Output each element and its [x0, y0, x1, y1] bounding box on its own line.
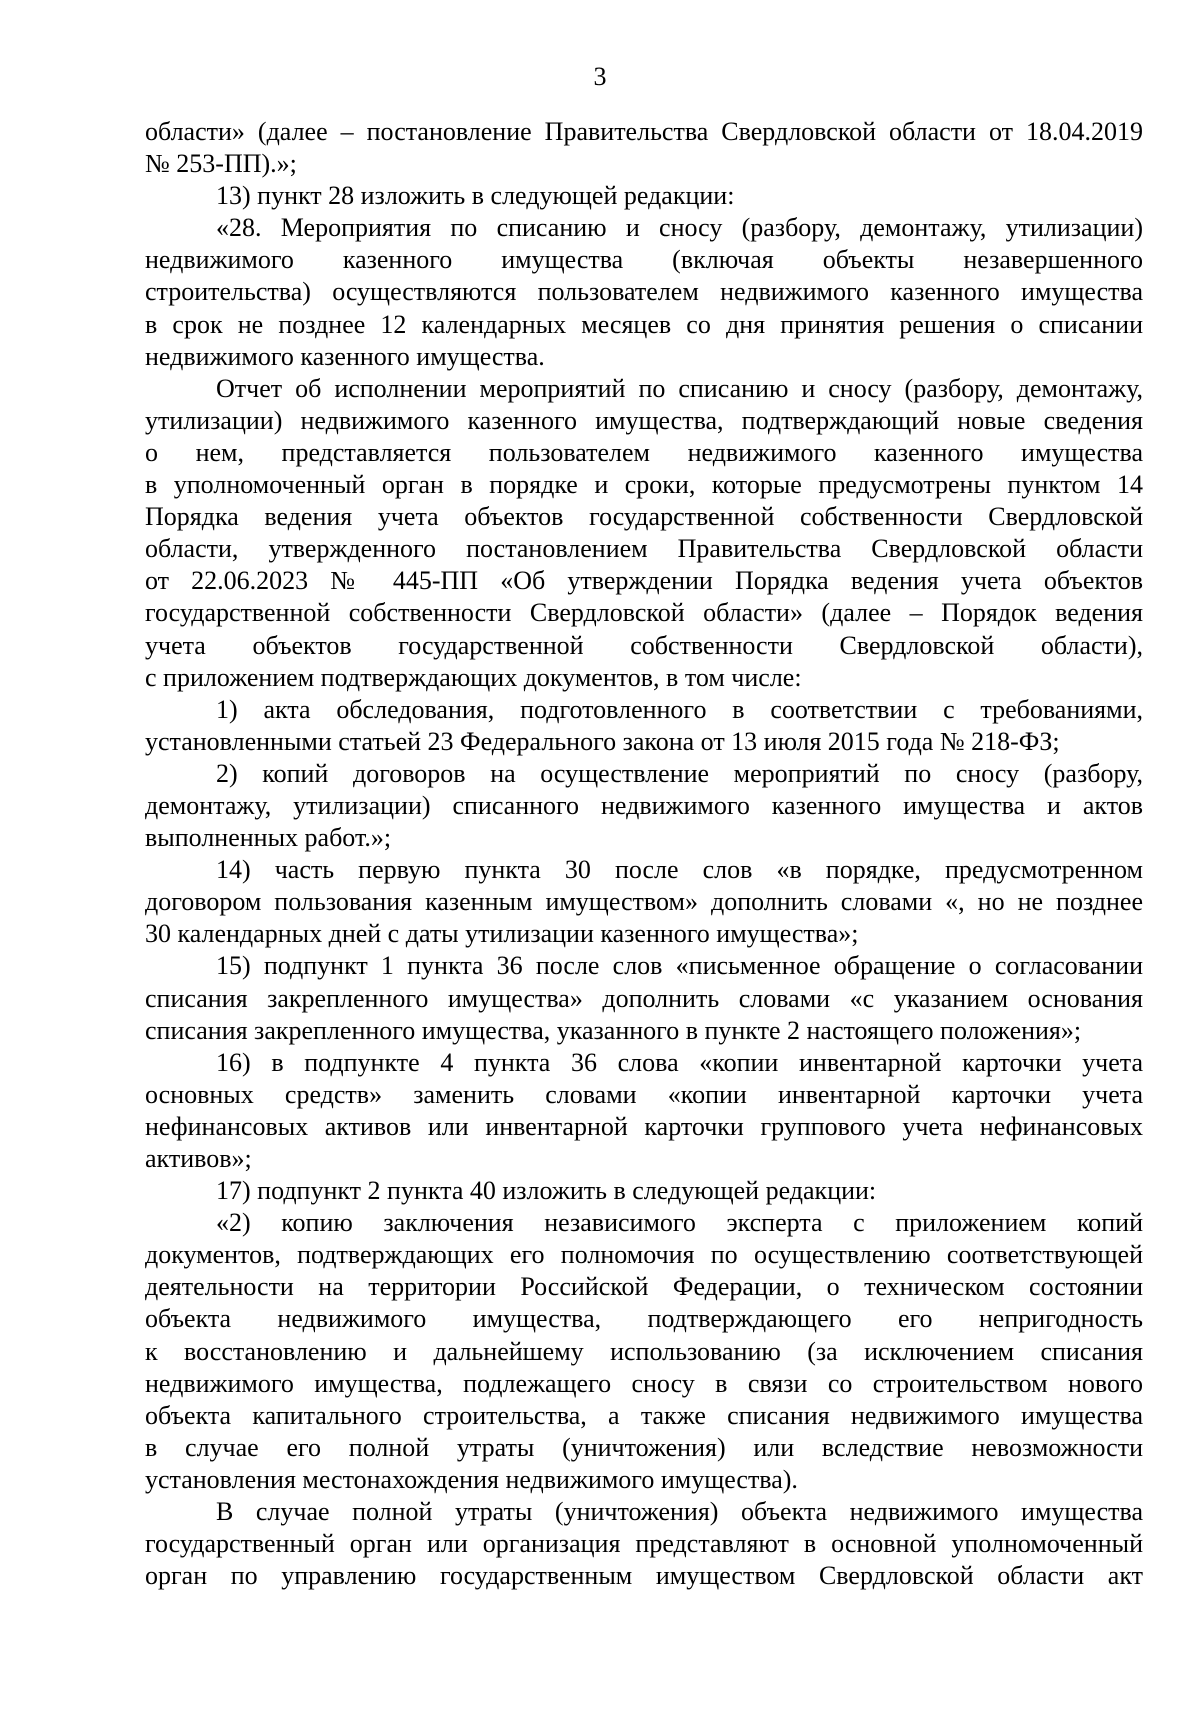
text-line: к восстановлению и дальнейшему использованию (за исключением списания — [145, 1336, 1143, 1366]
text-line: деятельности на территории Российской Федерации, о техническом состоянии — [145, 1272, 1143, 1302]
text-line: основных средств» заменить словами «копии инвентарной карточки учета — [145, 1079, 1143, 1109]
text-line: государственный орган или организация представляют в основной уполномоченный — [145, 1529, 1143, 1559]
text-line: недвижимого имущества, подлежащего сносу в связи со строительством нового — [145, 1368, 1143, 1398]
text-line: орган по управлению государственным имуществом Свердловской области акт — [145, 1561, 1143, 1591]
text-line: учета объектов государственной собственности Свердловской области), — [145, 630, 1143, 660]
text-line: Порядка ведения учета объектов государственной собственности Свердловской — [145, 502, 1143, 532]
text-line: документов, подтверждающих его полномочия по осуществлению соответствующей — [145, 1240, 1143, 1270]
text-line: 16) в подпункте 4 пункта 36 слова «копии инвентарной карточки учета — [216, 1047, 1143, 1077]
text-line: государственной собственности Свердловской области» (далее – Порядок ведения — [145, 598, 1143, 628]
text-line: строительства) осуществляются пользователем недвижимого казенного имущества — [145, 277, 1143, 307]
text-line: «2) копию заключения независимого эксперта с приложением копий — [216, 1208, 1143, 1238]
text-line: 13) пункт 28 изложить в следующей редакции: — [216, 181, 735, 211]
text-line: в уполномоченный орган в порядке и сроки, которые предусмотрены пунктом 14 — [145, 470, 1143, 500]
text-line: 1) акта обследования, подготовленного в соответствии с требованиями, — [216, 694, 1143, 724]
text-line: 14) часть первую пункта 30 после слов «в порядке, предусмотренном — [216, 855, 1143, 885]
text-line: выполненных работ.»; — [145, 823, 392, 853]
text-line: 30 календарных дней с даты утилизации казенного имущества»; — [145, 919, 859, 949]
text-line: недвижимого казенного имущества (включая объекты незавершенного — [145, 245, 1143, 275]
text-line: области» (далее – постановление Правительства Свердловской области от 18.04.2019 — [145, 117, 1143, 146]
text-line: демонтажу, утилизации) списанного недвижимого казенного имущества и актов — [145, 790, 1143, 820]
text-line: списания закрепленного имущества, указанного в пункте 2 настоящего положения»; — [145, 1015, 1082, 1045]
text-line: нефинансовых активов или инвентарной карточки группового учета нефинансовых — [145, 1111, 1143, 1141]
text-line: 17) подпункт 2 пункта 40 изложить в следующей редакции: — [216, 1176, 877, 1206]
page-number: 3 — [593, 62, 607, 91]
text-line: договором пользования казенным имуществом» дополнить словами «, но не позднее — [145, 887, 1143, 917]
document-body — [145, 116, 1143, 1592]
text-line: области, утвержденного постановлением Правительства Свердловской области — [145, 534, 1143, 564]
text-line: установления местонахождения недвижимого имущества). — [145, 1464, 798, 1494]
text-line: списания закрепленного имущества» дополнить словами «с указанием основания — [145, 983, 1143, 1013]
text-line: в случае его полной утраты (уничтожения) или вследствие невозможности — [145, 1432, 1143, 1462]
text-line: Отчет об исполнении мероприятий по списанию и сносу (разбору, демонтажу, — [216, 373, 1143, 403]
text-line: «28. Мероприятия по списанию и сносу (разбору, демонтажу, утилизации) — [216, 213, 1143, 243]
text-line: от 22.06.2023 № 445-ПП «Об утверждении Порядка ведения учета объектов — [145, 566, 1143, 596]
text-line: недвижимого казенного имущества. — [145, 341, 545, 371]
text-line: с приложением подтверждающих документов, в том числе: — [145, 662, 802, 692]
text-line: установленными статьей 23 Федерального закона от 13 июля 2015 года № 218-ФЗ; — [145, 726, 1060, 756]
text-line: В случае полной утраты (уничтожения) объекта недвижимого имущества — [216, 1497, 1143, 1527]
text-line: утилизации) недвижимого казенного имущества, подтверждающий новые сведения — [145, 405, 1143, 435]
text-line: о нем, представляется пользователем недвижимого казенного имущества — [145, 437, 1143, 467]
text-line: № 253-ПП).»; — [145, 149, 297, 179]
text-line: 2) копий договоров на осуществление мероприятий по сносу (разбору, — [216, 758, 1143, 788]
text-line: объекта недвижимого имущества, подтверждающего его непригодность — [145, 1304, 1143, 1334]
text-line: в срок не позднее 12 календарных месяцев со дня принятия решения о списании — [145, 309, 1143, 339]
text-line: 15) подпункт 1 пункта 36 после слов «письменное обращение о согласовании — [216, 951, 1143, 981]
text-line: активов»; — [145, 1144, 252, 1173]
text-line: объекта капитального строительства, а также списания недвижимого имущества — [145, 1400, 1143, 1430]
